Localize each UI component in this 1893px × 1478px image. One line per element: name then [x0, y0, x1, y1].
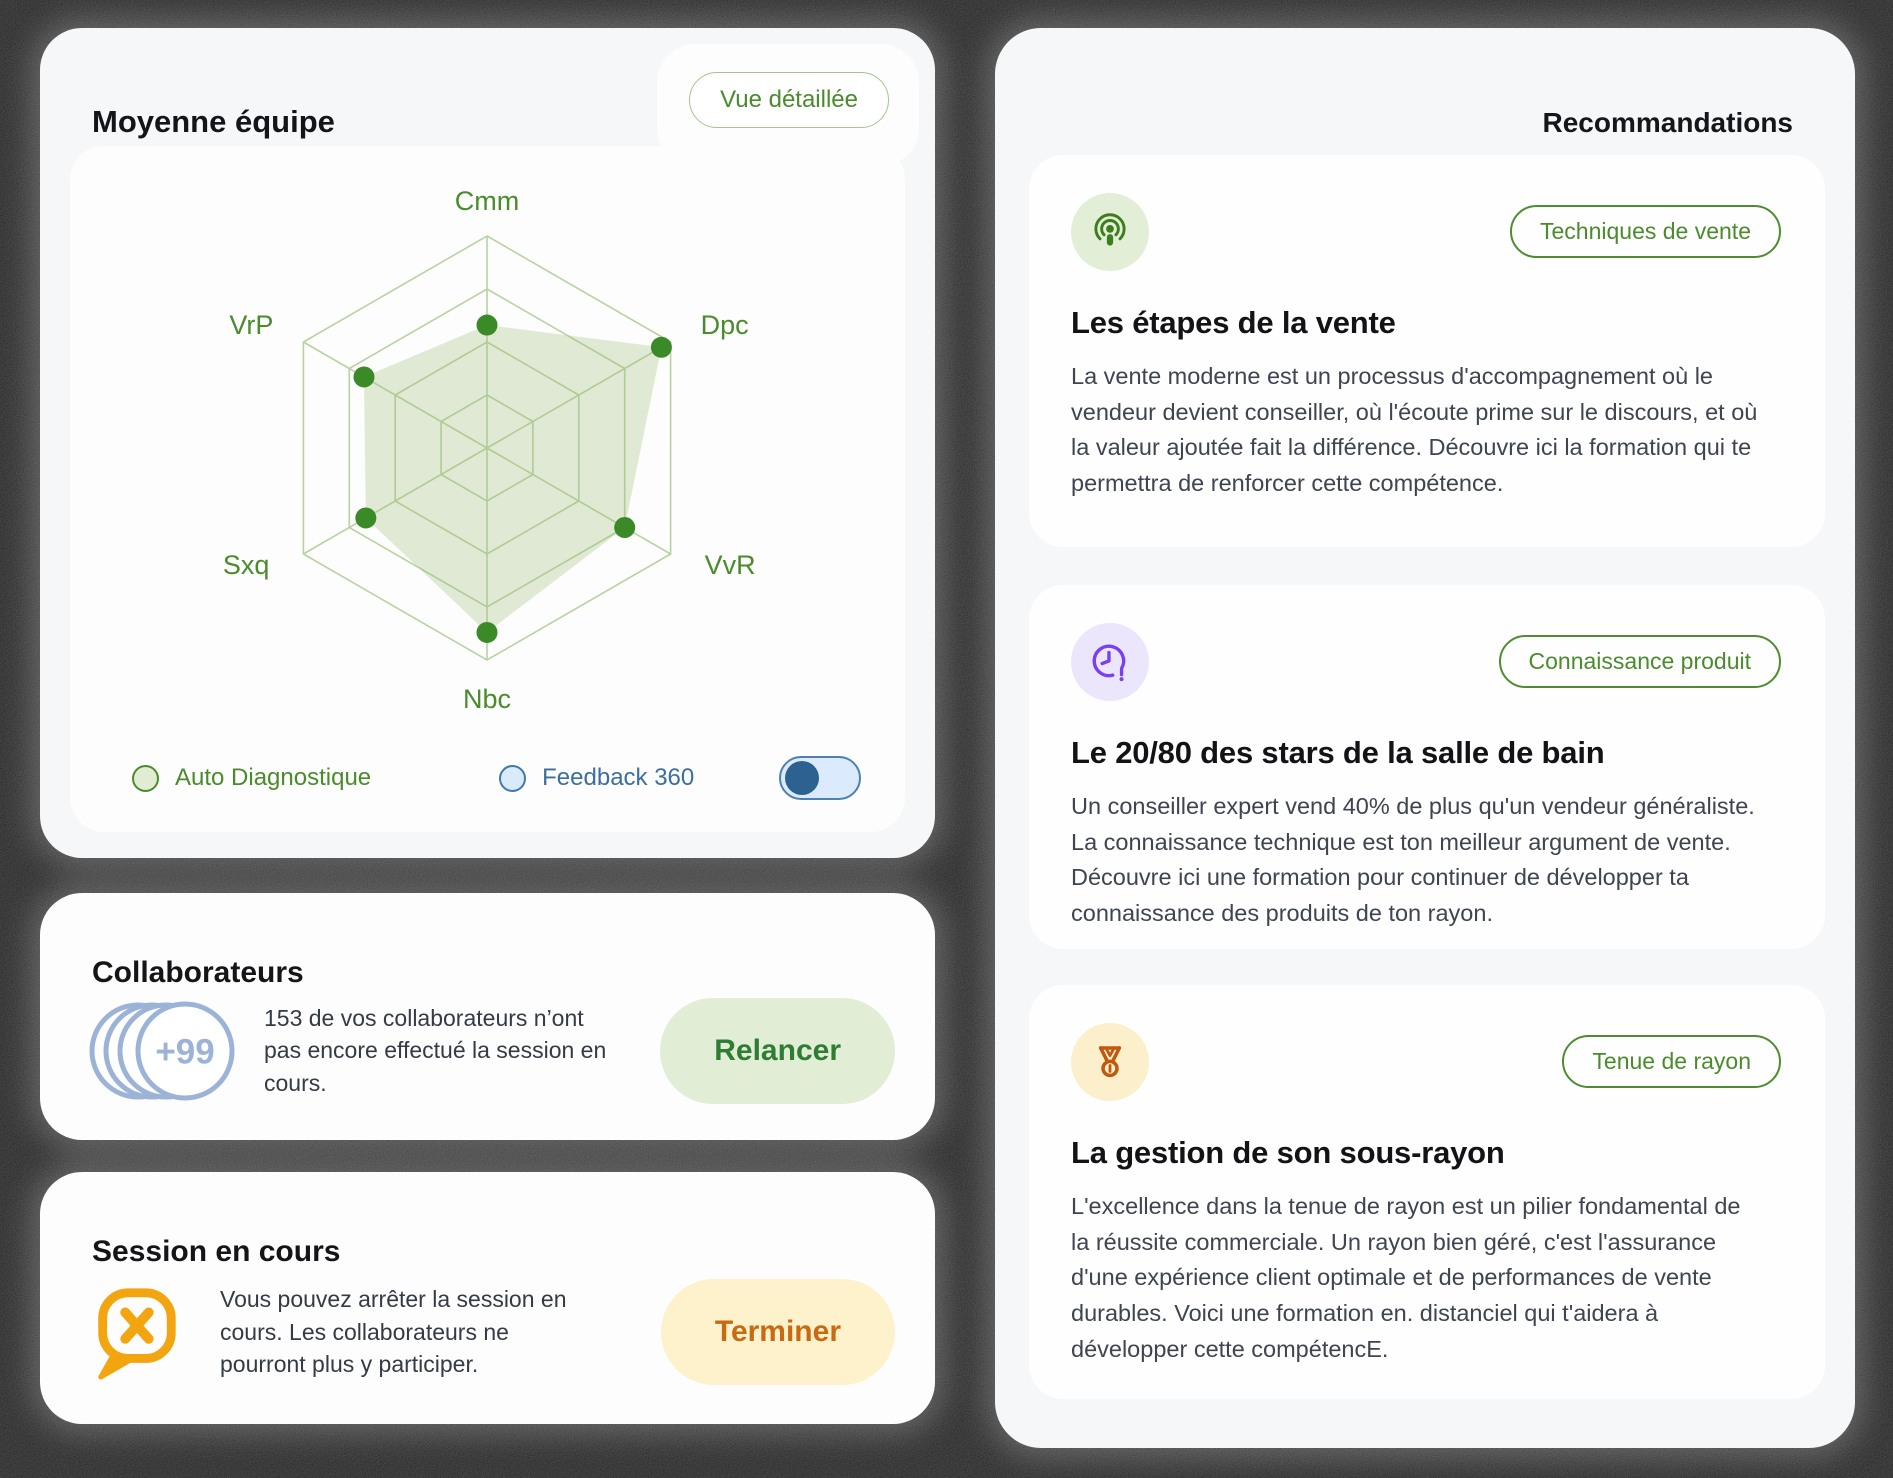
- svg-text:VvR: VvR: [704, 550, 756, 580]
- clock-alert-icon: [1071, 623, 1149, 701]
- recommendations-title: Recommandations: [1542, 107, 1793, 139]
- medal-icon: [1071, 1023, 1149, 1101]
- legend-item-feedback-360[interactable]: [499, 764, 694, 792]
- session-title: Session en cours: [92, 1234, 341, 1268]
- collaborators-row: [86, 985, 895, 1116]
- cancel-session-bubble-icon: [86, 1280, 184, 1384]
- podcast-icon: [1071, 193, 1149, 271]
- detailed-view-button[interactable]: Vue détaillée: [689, 72, 889, 128]
- badge-connaissance-produit[interactable]: Connaissance produit: [1499, 635, 1781, 688]
- session-row: [86, 1264, 895, 1400]
- legend-item-auto-diagnostique[interactable]: [132, 764, 371, 792]
- avatar-count-badge: +99: [155, 1032, 215, 1071]
- session-card: [40, 1172, 935, 1424]
- radar-chart: [70, 146, 905, 750]
- recommendation-title: La gestion de son sous-rayon: [1071, 1135, 1505, 1170]
- legend-label: Feedback 360: [542, 764, 695, 791]
- collaborators-card: [40, 893, 935, 1140]
- terminer-button[interactable]: Terminer: [661, 1279, 895, 1385]
- team-average-card: [40, 28, 935, 858]
- recommendation-title: Le 20/80 des stars de la salle de bain: [1071, 735, 1605, 770]
- session-message: Vous pouvez arrêter la session en cours. Les collaborateurs ne pourront plus y participer.: [220, 1286, 567, 1378]
- radar-chart-container: [70, 146, 905, 832]
- collaborators-message: 153 de vos collaborateurs n’ont pas encore effectué la session en cours.: [264, 1004, 607, 1096]
- team-card-title: Moyenne équipe: [92, 103, 335, 139]
- svg-text:Sxq: Sxq: [222, 550, 270, 580]
- avatar-stack-icon: [86, 988, 240, 1114]
- relancer-button[interactable]: Relancer: [660, 998, 895, 1104]
- series-toggle[interactable]: [779, 756, 861, 800]
- recommendation-title: Les étapes de la vente: [1071, 305, 1396, 340]
- recommendation-card-sales: [1029, 155, 1825, 547]
- svg-text:Dpc: Dpc: [700, 310, 749, 340]
- svg-text:Cmm: Cmm: [454, 186, 520, 216]
- collaborators-title: Collaborateurs: [92, 955, 304, 989]
- recommendation-body: La vente moderne est un processus d'accompagnement où le vendeur devient conseiller, où l'écoute prime sur le discours, et où la valeur ajoutée fait la différence. Découvre ici la formation qui te permettra de renforcer cette compétence.: [1071, 363, 1758, 497]
- badge-tenue-de-rayon[interactable]: Tenue de rayon: [1562, 1035, 1781, 1088]
- legend-label: Auto Diagnostique: [175, 764, 372, 791]
- recommendation-body: Un conseiller expert vend 40% de plus qu'un vendeur généraliste. La connaissance technique est ton meilleur argument de vente. Découvre ici une formation pour continuer de développer ta connaissance des produits de ton rayon.: [1071, 793, 1755, 927]
- toggle-knob-icon: [785, 761, 819, 795]
- chart-legend: [132, 752, 861, 804]
- recommendation-card-shelf: [1029, 985, 1825, 1399]
- recommendation-body: L'excellence dans la tenue de rayon est un pilier fondamental de la réussite commerciale. Un rayon bien géré, c'est l'assurance d'une expérience client optimale et de performances de vente durables. Voici une formation en. distanciel qui t'aidera à développer cette compétencE.: [1071, 1193, 1741, 1362]
- svg-text:VrP: VrP: [229, 310, 274, 340]
- feedback-360-dot-icon: [499, 765, 526, 792]
- badge-techniques-de-vente[interactable]: Techniques de vente: [1510, 205, 1781, 258]
- recommendations-panel: [995, 28, 1855, 1448]
- recommendation-card-product: [1029, 585, 1825, 949]
- auto-diagnostique-dot-icon: [132, 765, 159, 792]
- svg-text:Nbc: Nbc: [462, 684, 512, 714]
